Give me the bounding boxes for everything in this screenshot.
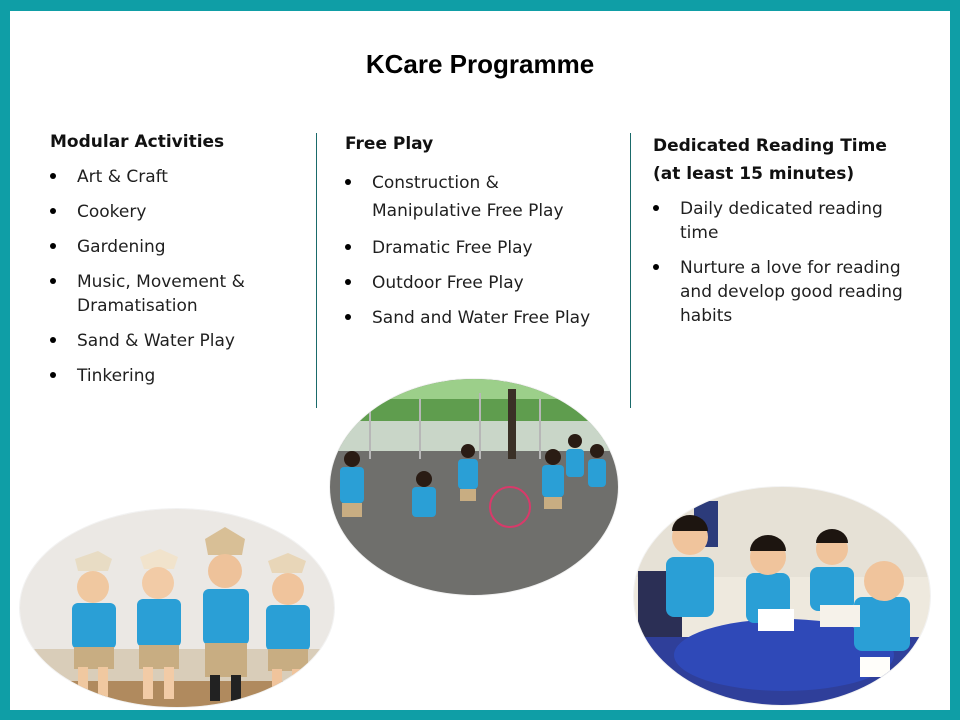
column-modular-activities	[50, 128, 310, 388]
column-free-play	[345, 130, 615, 330]
list-item: Cookery	[50, 200, 310, 224]
photo-outdoor-play	[330, 379, 618, 595]
list-item: Gardening	[50, 235, 310, 259]
photo-children-with-hats-illustration	[20, 509, 334, 707]
photo-reading-time	[634, 487, 930, 705]
activity-list	[50, 165, 310, 388]
list-item: Outdoor Free Play	[345, 271, 615, 295]
free-play-list	[345, 169, 615, 330]
bullet-icon	[50, 372, 56, 378]
bullet-icon	[50, 243, 56, 249]
photo-reading-time-illustration	[634, 487, 930, 705]
column-divider	[630, 133, 631, 408]
bullet-icon	[345, 314, 351, 320]
bullet-icon	[345, 244, 351, 250]
column-divider	[316, 133, 317, 408]
column-heading: Dedicated Reading Time (at least 15 minutes)	[653, 136, 887, 184]
list-item: Music, Movement & Dramatisation	[50, 270, 310, 318]
list-item: Tinkering	[50, 364, 310, 388]
list-item: Art & Craft	[50, 165, 310, 189]
bullet-icon	[50, 278, 56, 284]
reading-list	[653, 197, 913, 328]
list-item: Dramatic Free Play	[345, 236, 615, 260]
bullet-icon	[653, 205, 659, 211]
bullet-icon	[653, 264, 659, 270]
bullet-icon	[50, 337, 56, 343]
page-title: KCare Programme	[365, 49, 595, 79]
column-heading: Modular Activities	[50, 132, 225, 152]
bullet-icon	[345, 179, 351, 185]
column-heading: Free Play	[345, 134, 434, 154]
bullet-icon	[50, 208, 56, 214]
list-item: Daily dedicated reading time	[653, 197, 913, 245]
bullet-icon	[345, 279, 351, 285]
photo-outdoor-play-illustration	[330, 379, 618, 595]
column-reading-time	[653, 132, 913, 328]
photo-children-with-hats	[20, 509, 334, 707]
bullet-icon	[50, 173, 56, 179]
list-item: Sand and Water Free Play	[345, 306, 615, 330]
list-item: Nurture a love for reading and develop good reading habits	[653, 256, 913, 328]
list-item: Construction & Manipulative Free Play	[345, 169, 615, 225]
list-item: Sand & Water Play	[50, 329, 310, 353]
